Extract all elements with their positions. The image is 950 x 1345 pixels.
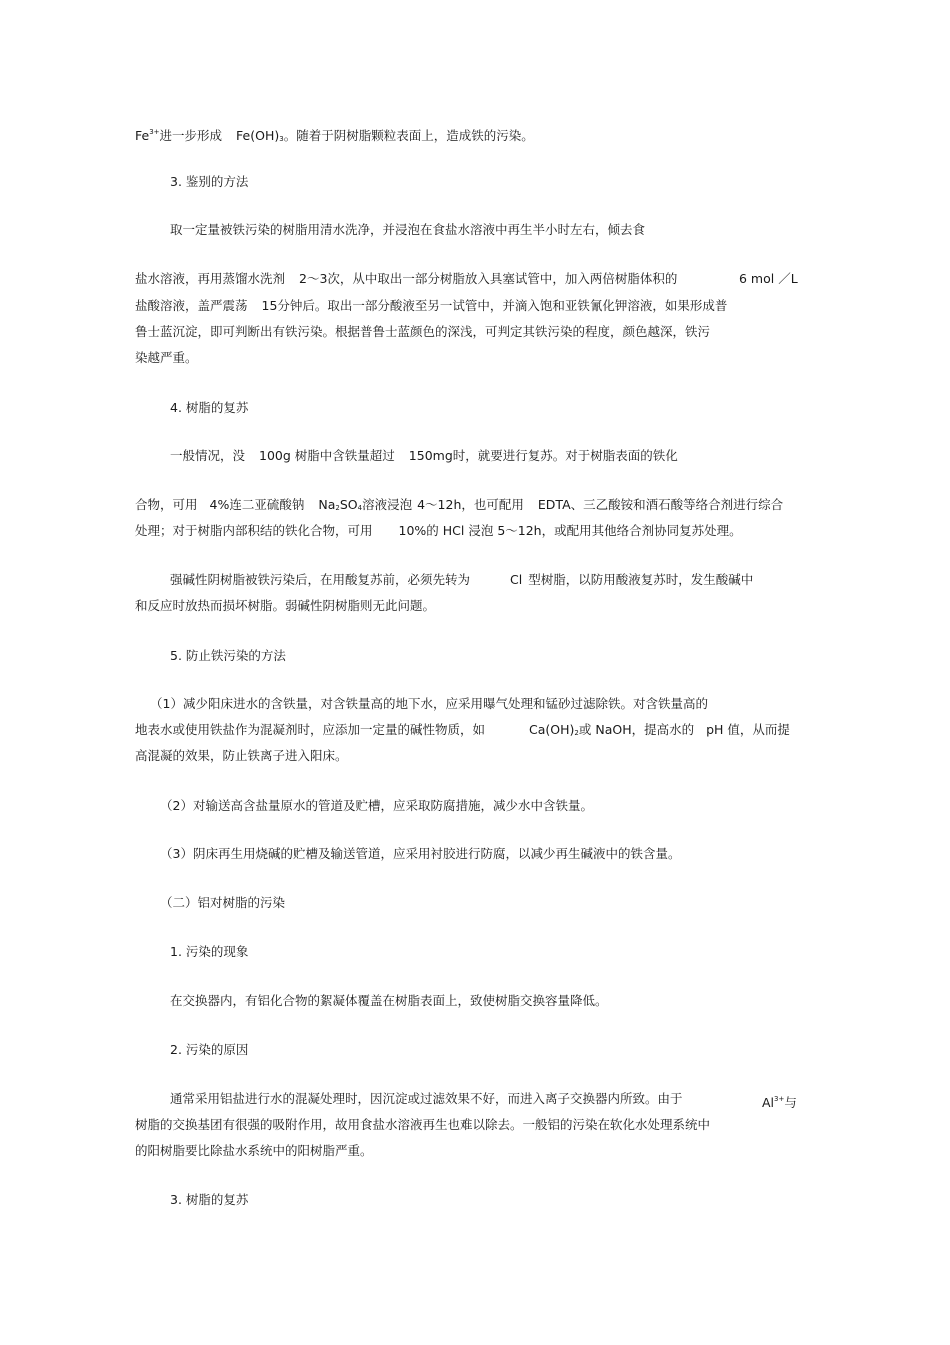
section-heading: 4. 树脂的复苏 bbox=[170, 400, 249, 415]
section-heading: 1. 污染的现象 bbox=[170, 944, 249, 959]
paragraph-line: 盐水溶液，再用蒸馏水洗剂 2～3次，从中取出一部分树脂放入具塞试管中，加入两倍树脂体积的 6 mol ／L bbox=[135, 271, 798, 286]
text-line: $Fe^{3+}$进一步形成 $Fe(OH)_3$。随着于阴树脂颗粒表面上，造成铁的污染。 bbox=[135, 128, 534, 143]
section-heading: 3. 树脂的复苏 bbox=[170, 1192, 249, 1207]
paragraph-line: 染越严重。 bbox=[135, 350, 198, 365]
paragraph-line: 盐酸溶液，盖严震荡 15分钟后。取出一部分酸液至另一试管中，并滴入饱和亚铁氰化钾溶液，如果形成普 bbox=[135, 298, 728, 313]
section-heading: 5. 防止铁污染的方法 bbox=[170, 648, 286, 663]
paragraph-line: 和反应时放热而损坏树脂。弱碱性阴树脂则无此问题。 bbox=[135, 598, 436, 613]
paragraph-line: （2）对输送高含盐量原水的管道及贮槽，应采取防腐措施，减少水中含铁量。 bbox=[160, 798, 593, 813]
paragraph-line: 鲁士蓝沉淀，即可判断出有铁污染。根据普鲁士蓝颜色的深浅，可判定其铁污染的程度，颜色越深，铁污 bbox=[135, 324, 711, 339]
paragraph-line: 处理；对于树脂内部积结的铁化合物，可用 10%的 HCl 浸泡 5～12h，或配用其他络合剂协同复苏处理。 bbox=[135, 523, 742, 538]
paragraph-line: 强碱性阴树脂被铁污染后，在用酸复苏前，必须先转为 Cl 型树脂，以防用酸液复苏时，发生酸碱中 bbox=[170, 572, 754, 587]
paragraph-line: 通常采用铝盐进行水的混凝处理时，因沉淀或过滤效果不好，而进入离子交换器内所致。由于 $Al^{3+}$与 bbox=[170, 1091, 797, 1110]
paragraph-line: （1）减少阳床进水的含铁量，对含铁量高的地下水，应采用曝气处理和锰砂过滤除铁。对含铁量高的 bbox=[150, 696, 708, 711]
paragraph-line: 取一定量被铁污染的树脂用清水洗净，并浸泡在食盐水溶液中再生半小时左右，倾去食 bbox=[170, 222, 646, 237]
paragraph-line: 一般情况，没 100g 树脂中含铁量超过 150mg时，就要进行复苏。对于树脂表面的铁化 bbox=[170, 448, 678, 463]
paragraph-line: 树脂的交换基团有很强的吸附作用，故用食盐水溶液再生也难以除去。一般铝的污染在软化水处理系统中 bbox=[135, 1117, 711, 1132]
paragraph-line: 的阳树脂要比除盐水系统中的阳树脂严重。 bbox=[135, 1143, 373, 1158]
paragraph-line: 地表水或使用铁盐作为混凝剂时，应添加一定量的碱性物质，如 $Ca(OH)_2$或 NaOH，提高水的 pH 值，从而提 bbox=[135, 722, 790, 737]
section-heading: 2. 污染的原因 bbox=[170, 1042, 249, 1057]
paragraph-line: 在交换器内，有铝化合物的絮凝体覆盖在树脂表面上，致使树脂交换容量降低。 bbox=[170, 993, 608, 1008]
section-heading: 3. 鉴别的方法 bbox=[170, 174, 249, 189]
section-heading: （二）铝对树脂的污染 bbox=[160, 895, 286, 910]
paragraph-line: （3）阴床再生用烧碱的贮槽及输送管道，应采用衬胶进行防腐，以减少再生碱液中的铁含量。 bbox=[160, 846, 681, 861]
paragraph-line: 合物，可用 4%连二亚硫酸钠 $Na_2SO_4$溶液浸泡 4～12h，也可配用 EDTA、三乙酸铵和酒石酸等络合剂进行综合 bbox=[135, 497, 784, 512]
paragraph-line: 高混凝的效果，防止铁离子进入阳床。 bbox=[135, 748, 348, 763]
